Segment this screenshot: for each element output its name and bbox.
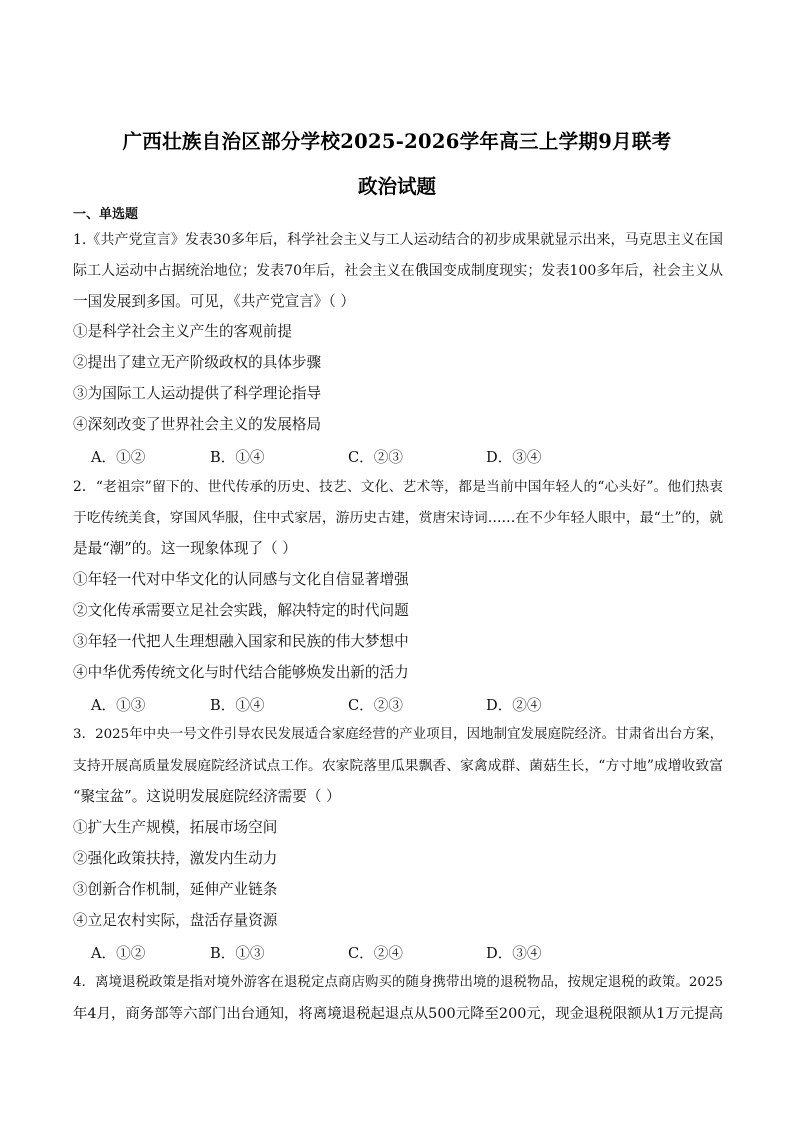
question-1-line-2: 际工人运动中占据统治地位；发表70年后，社会主义在俄国变成制度现实；发表100多年后，社会主义从 (73, 263, 723, 279)
question-1-option-c[interactable]: C．②③ (348, 449, 403, 466)
question-1-line-1: 1.《共产党宣言》发表30多年后，科学社会主义与工人运动结合的初步成果就显示出来，马克思主义在国 (73, 232, 723, 248)
question-3-statement-3: ③创新合作机制，延伸产业链条 (73, 881, 278, 898)
question-2-line-2: 于吃传统美食，穿国风华服，住中式家居，游历史古建，赏唐宋诗词……在不少年轻人眼中，最“土”的，就 (73, 510, 723, 526)
question-2-statement-3: ③年轻一代把人生理想融入国家和民族的伟大梦想中 (73, 633, 409, 650)
question-1-statement-4: ④深刻改变了世界社会主义的发展格局 (73, 416, 322, 433)
question-4-line-2: 年4月，商务部等六部门出台通知，将离境退税起退点从500元降至200元，现金退税限额从1万元提高 (73, 1006, 723, 1022)
question-3-option-d[interactable]: D．③④ (486, 945, 542, 962)
question-1-statement-1: ①是科学社会主义产生的客观前提 (73, 323, 292, 340)
question-2-option-d[interactable]: D．②④ (486, 697, 542, 714)
question-2-line-3: 是最“潮”的。这一现象体现了（ ） (73, 540, 297, 557)
question-3-line-3: “聚宝盆”。这说明发展庭院经济需要（ ） (73, 788, 341, 805)
question-1-statement-2: ②提出了建立无产阶级政权的具体步骤 (73, 354, 322, 371)
question-2-options (91, 694, 591, 714)
question-3-statement-4: ④立足农村实际，盘活存量资源 (73, 912, 278, 929)
question-1-options (91, 446, 591, 466)
question-4-line-1: 4．离境退税政策是指对境外游客在退税定点商店购买的随身携带出境的退税物品，按规定退税的政策。2025 (73, 975, 723, 990)
exam-subject: 政治试题 (357, 175, 436, 198)
question-2-statement-2: ②文化传承需要立足社会实践，解决特定的时代问题 (73, 602, 409, 619)
exam-title: 广西壮族自治区部分学校2025-2026学年高三上学期9月联考 (122, 130, 672, 153)
question-2-statement-4: ④中华优秀传统文化与时代结合能够焕发出新的活力 (73, 664, 409, 681)
question-1-option-a[interactable]: A．①② (91, 449, 146, 466)
question-3-options (91, 942, 591, 962)
question-1-option-b[interactable]: B．①④ (210, 449, 265, 466)
question-3-option-a[interactable]: A．①② (91, 945, 146, 962)
question-2-statement-1: ①年轻一代对中华文化的认同感与文化自信显著增强 (73, 571, 409, 588)
question-1-line-3: 一国发展到多国。可见，《共产党宣言》（ ） (73, 293, 355, 310)
question-3-option-b[interactable]: B．①③ (210, 945, 265, 962)
question-3-option-c[interactable]: C．②④ (348, 945, 403, 962)
question-3-line-1: 3．2025年中央一号文件引导农民发展适合家庭经营的产业项目，因地制宜发展庭院经济。甘肃省出台方案， (73, 727, 723, 742)
section-heading: 一、单选题 (73, 207, 139, 222)
question-2-option-c[interactable]: C．②③ (348, 697, 403, 714)
question-3-statement-1: ①扩大生产规模，拓展市场空间 (73, 819, 278, 836)
question-3-line-2: 支持开展高质量发展庭院经济试点工作。农家院落里瓜果飘香、家禽成群、菌菇生长，“方寸地”成增收致富 (73, 758, 723, 774)
question-2-option-a[interactable]: A．①③ (91, 697, 146, 714)
question-2-line-1: 2．“老祖宗”留下的、世代传承的历史、技艺、文化、艺术等，都是当前中国年轻人的“心头好”。他们热衷 (73, 479, 723, 495)
question-1-option-d[interactable]: D．③④ (486, 449, 542, 466)
question-1-statement-3: ③为国际工人运动提供了科学理论指导 (73, 385, 322, 402)
question-2-option-b[interactable]: B．①④ (210, 697, 265, 714)
question-3-statement-2: ②强化政策扶持，激发内生动力 (73, 850, 278, 867)
